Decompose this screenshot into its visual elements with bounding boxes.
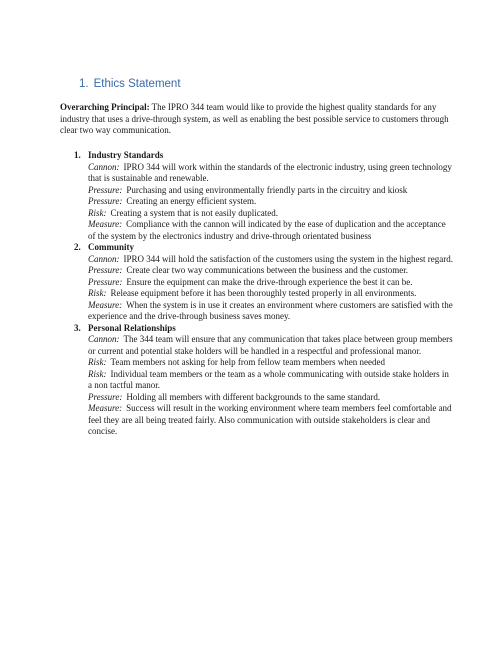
entry-text: Individual team members or the team as a whole communicating with outside stake holders in a non tactful manor. bbox=[88, 368, 449, 390]
entry-text: Create clear two way communications between the business and the customer. bbox=[126, 265, 408, 275]
entry-label: Pressure: bbox=[88, 196, 123, 206]
entry-label: Pressure: bbox=[88, 391, 123, 402]
entry-text: Holding all members with different backgrounds to the same standard. bbox=[126, 391, 381, 402]
section-number: 2. bbox=[74, 242, 81, 252]
entry-text: Purchasing and using environmentally friendly parts in the circuitry and kiosk bbox=[126, 184, 408, 195]
entry-label: Risk: bbox=[88, 207, 107, 218]
section-entry bbox=[88, 403, 454, 438]
entry-text: Success will result in the working environment where team members feel comfortable and feel they are all being treated fairly. Also communication with outside stakeholders is clear and concise. bbox=[88, 403, 452, 436]
entry-label: Cannon: bbox=[88, 253, 120, 264]
intro-lead: Overarching Principal: bbox=[60, 102, 150, 112]
section-entry bbox=[88, 288, 454, 300]
section-entry bbox=[88, 277, 454, 289]
entry-text: When the system is in use it creates an environment where customers are satisfied with the experience and the drive-through business saves money. bbox=[88, 299, 453, 321]
entry-text: Ensure the equipment can make the drive-through experience the best it can be. bbox=[126, 276, 413, 287]
section-title: Personal Relationships bbox=[88, 322, 176, 333]
entry-label: Measure: bbox=[88, 219, 123, 229]
intro-text: The IPRO 344 team would like to provide the highest quality standards for any industry that uses a drive-through system, as well as enabling the best possible service to customers through clear two way communication. bbox=[60, 102, 449, 136]
entry-text: IPRO 344 will work within the standards of the electronic industry, using green technology that is sustainable and renewable. bbox=[88, 161, 452, 183]
section-number: 1. bbox=[74, 150, 81, 160]
entry-label: Pressure: bbox=[88, 184, 123, 195]
entry-text: The 344 team will ensure that any communication that takes place between group members or current and potential stake holders will be handled in a respectful and professional manor. bbox=[88, 334, 453, 356]
ethics-section bbox=[74, 323, 454, 438]
entry-label: Risk: bbox=[88, 368, 107, 379]
heading-number: 1. bbox=[79, 78, 89, 90]
ethics-section bbox=[74, 242, 454, 323]
section-number: 3. bbox=[74, 322, 81, 333]
section-entry bbox=[88, 392, 454, 404]
intro-paragraph bbox=[60, 102, 450, 137]
entry-text: Creating an energy efficient system. bbox=[126, 196, 257, 206]
entry-label: Cannon: bbox=[88, 161, 120, 172]
section-heading bbox=[79, 78, 181, 90]
section-entry bbox=[88, 334, 454, 357]
section-entry bbox=[88, 162, 454, 185]
entry-text: Creating a system that is not easily duplicated. bbox=[110, 207, 278, 218]
entry-label: Pressure: bbox=[88, 265, 123, 275]
section-title: Community bbox=[88, 242, 135, 252]
ethics-section bbox=[74, 150, 454, 242]
section-entry bbox=[88, 357, 454, 369]
ethics-sections-list bbox=[74, 150, 454, 438]
entry-text: IPRO 344 will hold the satisfaction of the customers using the system in the highest regard. bbox=[123, 253, 453, 264]
section-entry bbox=[88, 219, 454, 242]
entry-label: Risk: bbox=[88, 357, 107, 367]
section-entry bbox=[88, 254, 454, 266]
entry-label: Cannon: bbox=[88, 334, 120, 344]
section-entry bbox=[88, 196, 454, 208]
section-entry bbox=[88, 300, 454, 323]
section-entry bbox=[88, 208, 454, 220]
entry-label: Measure: bbox=[88, 299, 123, 310]
section-entry bbox=[88, 265, 454, 277]
entry-label: Measure: bbox=[88, 403, 123, 413]
heading-title: Ethics Statement bbox=[93, 78, 181, 90]
entry-text: Release equipment before it has been thoroughly tested properly in all environments. bbox=[110, 288, 417, 298]
entry-text: Compliance with the cannon will indicated by the ease of duplication and the acceptance of the system by the electronics industry and drive-through orientated business bbox=[88, 219, 446, 241]
section-entry bbox=[88, 369, 454, 392]
entry-label: Risk: bbox=[88, 288, 107, 298]
entry-text: Team members not asking for help from fellow team members when needed bbox=[110, 357, 386, 367]
section-entry bbox=[88, 185, 454, 197]
section-title: Industry Standards bbox=[88, 150, 164, 160]
entry-label: Pressure: bbox=[88, 276, 123, 287]
